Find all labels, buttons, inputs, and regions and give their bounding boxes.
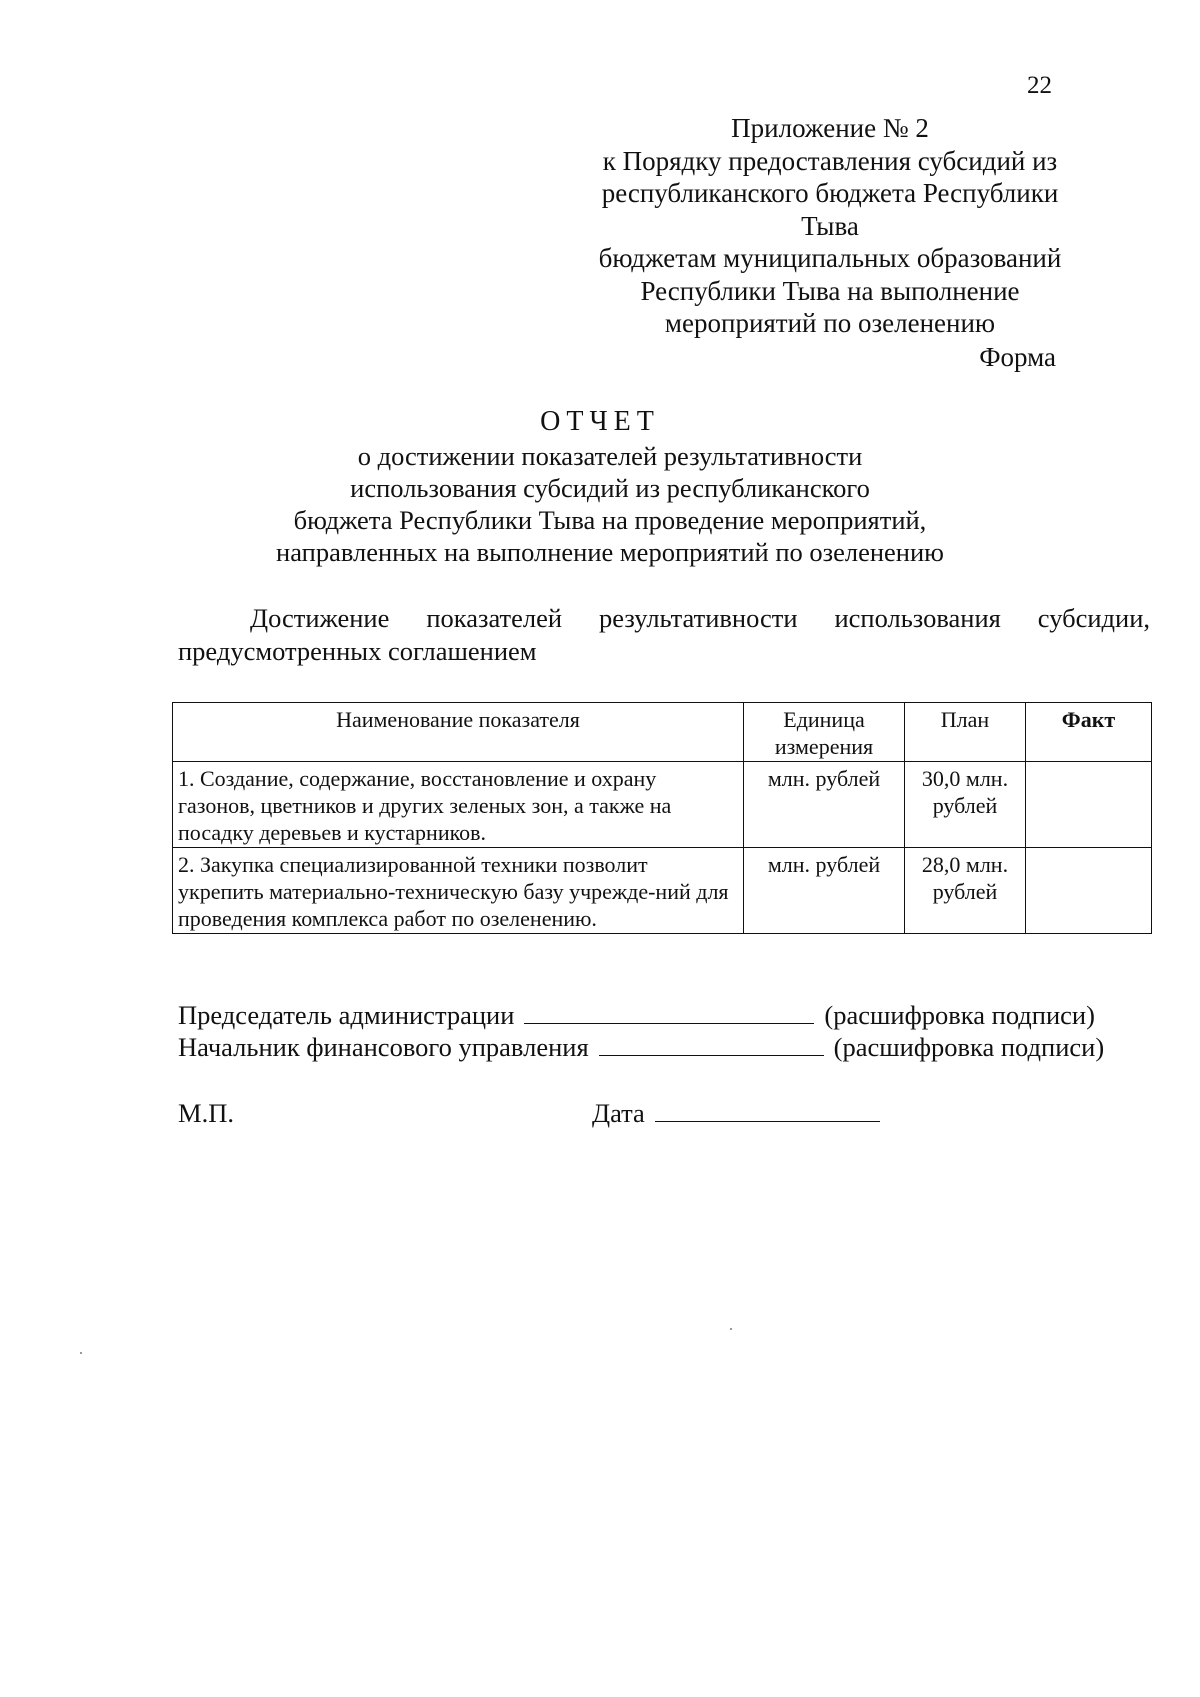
- subtitle-line: о достижении показателей результативности: [357, 441, 863, 471]
- chairman-decode: (расшифровка подписи): [824, 1000, 1095, 1030]
- subtitle-line: бюджета Республики Тыва на проведение мероприятий,: [293, 505, 927, 535]
- finance-label: Начальник финансового управления: [178, 1032, 589, 1062]
- header-name: Наименование показателя: [173, 703, 744, 762]
- row-name: 2. Закупка специализированной техники позволит укрепить материально-техническую базу учрежде-ний для проведения комплекса работ по озеленению.: [173, 848, 744, 934]
- date-row: [592, 1098, 890, 1129]
- finance-decode: (расшифровка подписи): [833, 1032, 1105, 1062]
- subtitle-line: направленных на выполнение мероприятий по озеленению: [276, 537, 944, 567]
- date-line: [655, 1120, 880, 1122]
- row-unit: млн. рублей: [744, 848, 905, 934]
- row-plan-line: рублей: [932, 879, 998, 904]
- table-row: [173, 762, 1152, 848]
- chairman-signature-line: [524, 1022, 814, 1024]
- report-subtitle: [250, 440, 970, 568]
- report-title: ОТЧЕТ: [540, 406, 660, 437]
- row-fact: [1026, 848, 1152, 934]
- row-unit: млн. рублей: [744, 762, 905, 848]
- subtitle-line: использования субсидий из республиканского: [350, 473, 870, 503]
- table-row: [173, 848, 1152, 934]
- header-unit: [744, 703, 905, 762]
- appendix-line: к Порядку предоставления субсидий из: [602, 145, 1058, 176]
- appendix-line: республиканского бюджета Республики Тыва: [601, 178, 1059, 241]
- row-plan-line: 30,0 млн.: [921, 766, 1009, 791]
- appendix-heading: [570, 112, 1090, 340]
- appendix-line: бюджетам муниципальных образований: [598, 243, 1062, 273]
- indicators-table: [172, 702, 1152, 934]
- form-label: Форма: [979, 342, 1056, 372]
- appendix-line: мероприятий по озеленению: [664, 308, 996, 338]
- row-plan-line: 28,0 млн.: [921, 852, 1009, 877]
- row-plan-line: рублей: [932, 793, 998, 818]
- date-label: Дата: [592, 1098, 645, 1128]
- intro-paragraph: Достижение показателей результативности использования субсидии, предусмотренных соглашением: [178, 603, 1150, 666]
- chairman-label: Председатель администрации: [178, 1000, 515, 1030]
- header-unit-line: измерения: [774, 734, 874, 759]
- scan-speck: [80, 1352, 82, 1354]
- header-unit-line: Единица: [783, 707, 865, 732]
- scan-speck: [730, 1328, 732, 1330]
- appendix-line: Республики Тыва на выполнение: [640, 275, 1020, 306]
- chairman-signature-row: [178, 1000, 1095, 1031]
- header-fact: Факт: [1026, 703, 1152, 762]
- row-plan: [905, 762, 1026, 848]
- finance-signature-row: [178, 1032, 1104, 1063]
- page-number: 22: [1027, 72, 1052, 99]
- table-header-row: [173, 703, 1152, 762]
- row-plan: [905, 848, 1026, 934]
- row-name: 1. Создание, содержание, восстановление и охрану газонов, цветников и других зеленых зон, а также на посадку деревьев и кустарников.: [173, 762, 744, 848]
- header-plan: План: [905, 703, 1026, 762]
- finance-signature-line: [599, 1054, 824, 1056]
- appendix-line: Приложение № 2: [731, 113, 929, 143]
- row-fact: [1026, 762, 1152, 848]
- stamp-place: М.П.: [178, 1098, 234, 1128]
